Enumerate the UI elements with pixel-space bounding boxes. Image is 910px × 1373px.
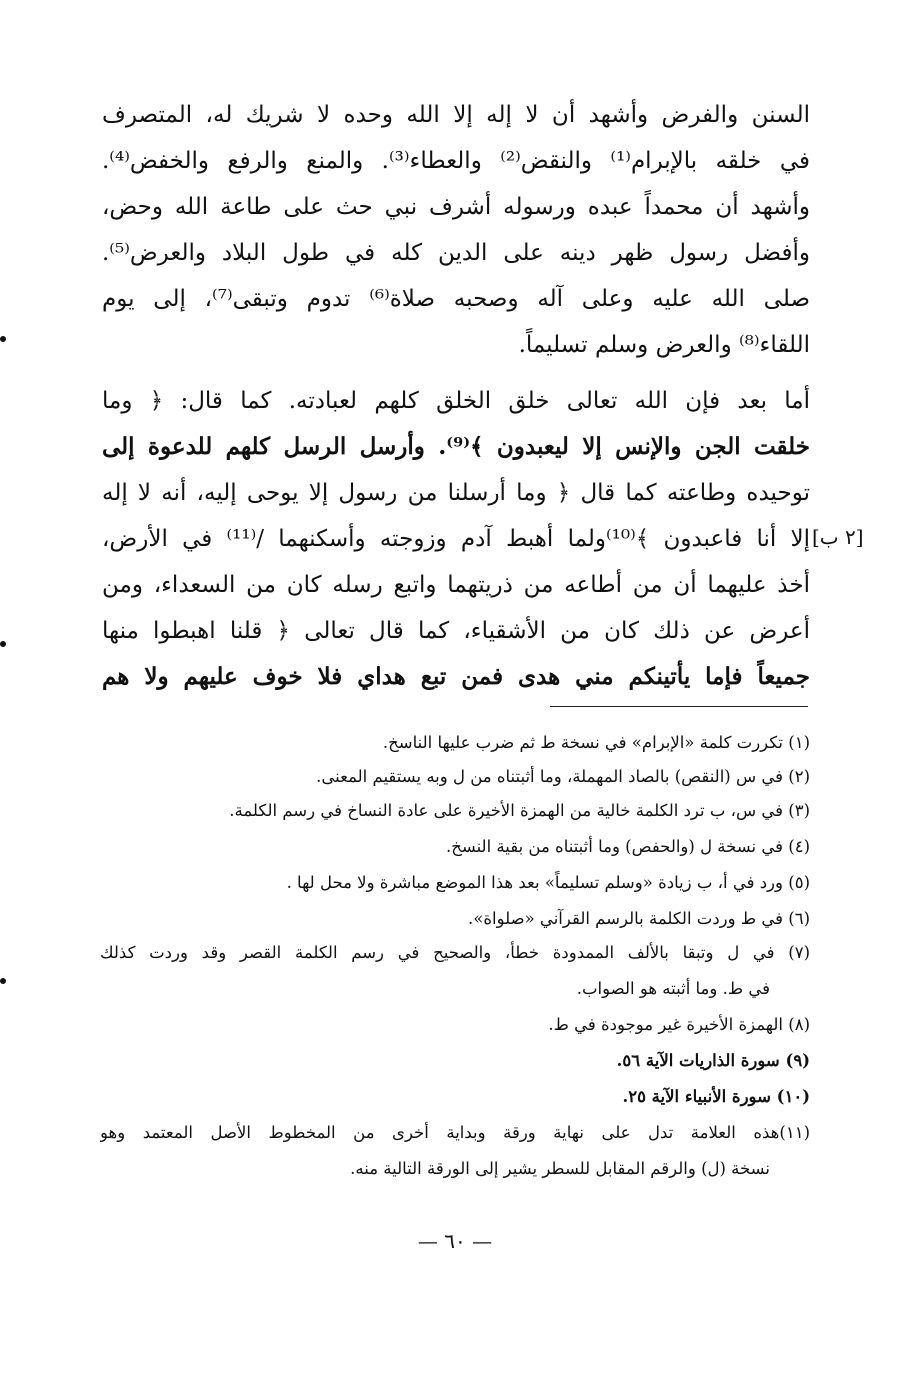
footnote: (١١)هذه العلامة تدل على نهاية ورقة وبداية أخرى من المخطوط الأصل المعتمد وهو — [100, 1123, 810, 1142]
scan-mark — [0, 641, 6, 647]
body-line: اللقاء⁽⁸⁾ والعرض وسلم تسليماً. — [518, 332, 810, 358]
body-line: أخذ عليهما أن من أطاعه من ذريتهما واتبع رسله كان من السعداء، ومن — [102, 572, 810, 598]
body-line: صلى الله عليه وعلى آله وصحبه صلاة⁽⁶⁾ تدوم وتبقى⁽⁷⁾، إلى يوم — [102, 286, 810, 312]
footnote: (٩) سورة الذاريات الآية ٥٦. — [616, 1051, 810, 1070]
footnote: (٨) الهمزة الأخيرة غير موجودة في ط. — [548, 1015, 810, 1034]
footnote: (٥) ورد في أ، ب زيادة «وسلم تسليماً» بعد هذا الموضع مباشرة ولا محل لها . — [286, 873, 810, 892]
body-line: السنن والفرض وأشهد أن لا إله إلا الله وحده لا شريك له، المتصرف — [102, 102, 810, 128]
footnote: (٦) في ط وردت الكلمة بالرسم القرآني «صلواة». — [468, 909, 810, 928]
body-line: وأشهد أن محمداً عبده ورسوله أشرف نبي حث على طاعة الله وحض، — [102, 194, 810, 220]
folio-margin-note: [٢ ب] — [812, 525, 864, 549]
footnote-continuation: في ط. وما أثبته هو الصواب. — [576, 979, 770, 998]
body-line: إلا أنا فاعبدون ﴾⁽¹⁰⁾ولما أهبط آدم وزوجته وأسكنهما /⁽¹¹⁾ في الأرض، — [102, 526, 810, 552]
body-line: أما بعد فإن الله تعالى خلق الخلق كلهم لعبادته. كما قال: ﴿ وما — [102, 388, 810, 414]
footnote-continuation: نسخة (ل) والرقم المقابل للسطر يشير إلى الورقة التالية منه. — [350, 1159, 770, 1178]
scan-mark — [0, 978, 6, 984]
body-line: أعرض عن ذلك كان من الأشقياء، كما قال تعالى ﴿ قلنا اهبطوا منها — [102, 618, 810, 644]
footnote: (١) تكررت كلمة «الإبرام» في نسخة ط ثم ضرب عليها الناسخ. — [382, 733, 810, 752]
page-number: — ٦٠ — — [417, 1229, 493, 1253]
scan-mark — [0, 336, 6, 342]
body-line: توحيده وطاعته كما قال ﴿ وما أرسلنا من رسول إلا يوحى إليه، أنه لا إله — [102, 480, 810, 506]
footnote: (٣) في س، ب ترد الكلمة خالية من الهمزة الأخيرة على عادة النساخ في رسم الكلمة. — [229, 801, 810, 820]
footnote: (٢) في س (النقص) بالصاد المهملة، وما أثبتناه من ل وبه يستقيم المعنى. — [316, 767, 810, 786]
footnote: (١٠) سورة الأنبياء الآية ٢٥. — [622, 1087, 810, 1106]
footnote: (٤) في نسخة ل (والحفص) وما أثبتناه من بقية النسخ. — [445, 837, 810, 856]
body-line: وأفضل رسول ظهر دينه على الدين كله في طول البلاد والعرض⁽⁵⁾. — [102, 240, 810, 266]
footnote: (٧) في ل وتبقا بالألف الممدودة خطأ، والصحيح في رسم الكلمة القصر وقد وردت كذلك — [100, 943, 810, 962]
footnote-separator — [550, 706, 808, 707]
body-line-quran: خلقت الجن والإنس إلا ليعبدون ﴾⁽⁹⁾. وأرسل الرسل كلهم للدعوة إلى — [102, 433, 810, 460]
body-line-quran: جميعاً فإما يأتينكم مني هدى فمن تبع هداي فلا خوف عليهم ولا هم — [102, 663, 810, 690]
body-line: في خلقه بالإبرام⁽¹⁾ والنقض⁽²⁾ والعطاء⁽³⁾. والمنع والرفع والخفض⁽⁴⁾. — [102, 148, 810, 174]
